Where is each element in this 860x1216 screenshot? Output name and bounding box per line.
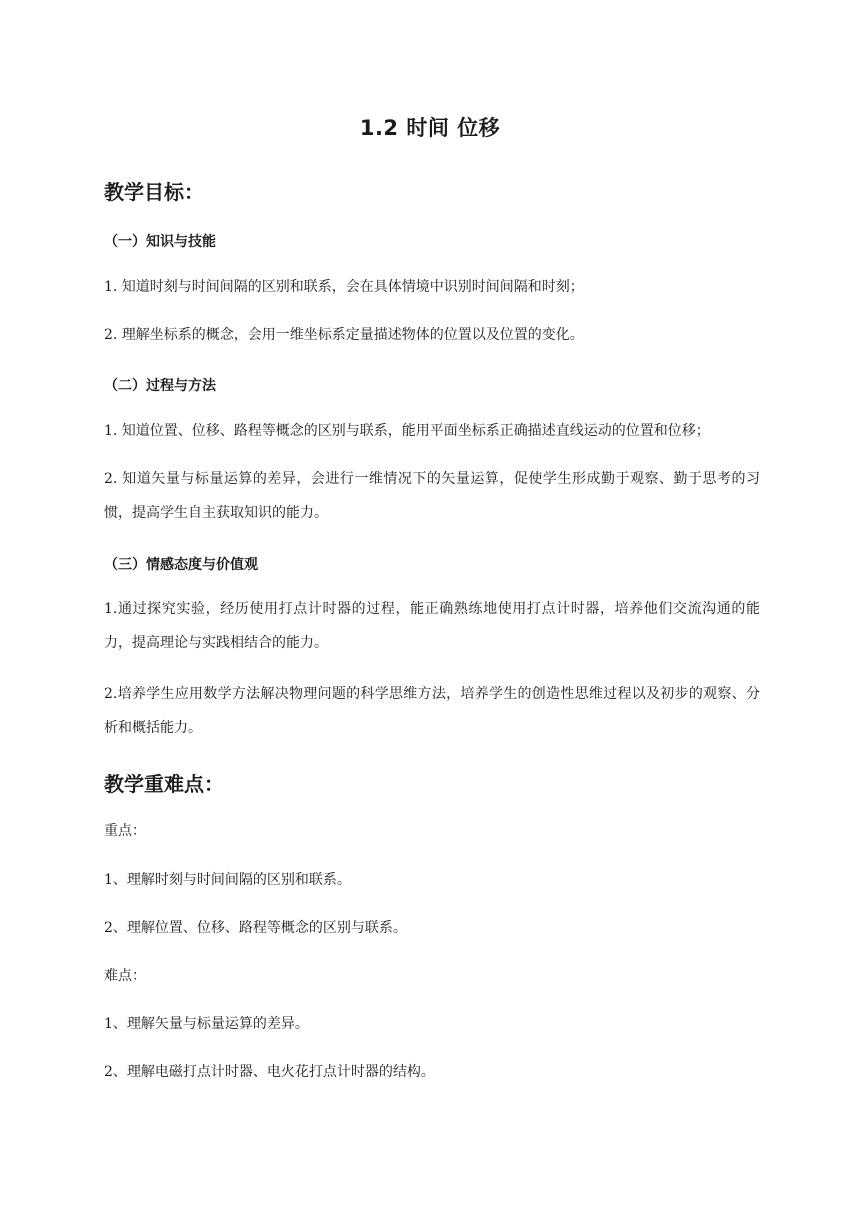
attitude-item-2: 2.培养学生应用数学方法解决物理问题的科学思维方法，培养学生的创造性思维过程以及初步的观察、分析和概括能力。 xyxy=(104,686,760,736)
process-method-heading: （二）过程与方法 xyxy=(104,378,216,394)
goals-heading: 教学目标： xyxy=(104,180,204,204)
focus-item-2: 2、理解位置、位移、路程等概念的区别与联系。 xyxy=(104,920,407,936)
difficulty-label: 难点： xyxy=(104,968,146,984)
knowledge-item-1: 1. 知道时刻与时间间隔的区别和联系，会在具体情境中识别时间间隔和时刻； xyxy=(104,279,584,295)
key-difficult-heading: 教学重难点： xyxy=(104,772,224,796)
knowledge-skills-heading: （一）知识与技能 xyxy=(104,234,216,250)
attitude-item-1: 1.通过探究实验，经历使用打点计时器的过程，能正确熟练地使用打点计时器，培养他们交流沟通的能力，提高理论与实践相结合的能力。 xyxy=(104,601,760,651)
attitude-values-heading: （三）情感态度与价值观 xyxy=(104,557,258,573)
focus-item-1: 1、理解时刻与时间间隔的区别和联系。 xyxy=(104,872,351,888)
difficulty-item-2: 2、理解电磁打点计时器、电火花打点计时器的结构。 xyxy=(104,1064,435,1080)
knowledge-item-2: 2. 理解坐标系的概念，会用一维坐标系定量描述物体的位置以及位置的变化。 xyxy=(104,327,584,343)
page-title: 1.2 时间 位移 xyxy=(359,116,501,140)
process-item-2: 2. 知道矢量与标量运算的差异，会进行一维情况下的矢量运算，促使学生形成勤于观察、勤于思考的习惯，提高学生自主获取知识的能力。 xyxy=(104,471,760,521)
difficulty-item-1: 1、理解矢量与标量运算的差异。 xyxy=(104,1016,309,1032)
focus-label: 重点： xyxy=(104,823,146,839)
process-item-1: 1. 知道位置、位移、路程等概念的区别与联系，能用平面坐标系正确描述直线运动的位置和位移； xyxy=(104,423,710,439)
